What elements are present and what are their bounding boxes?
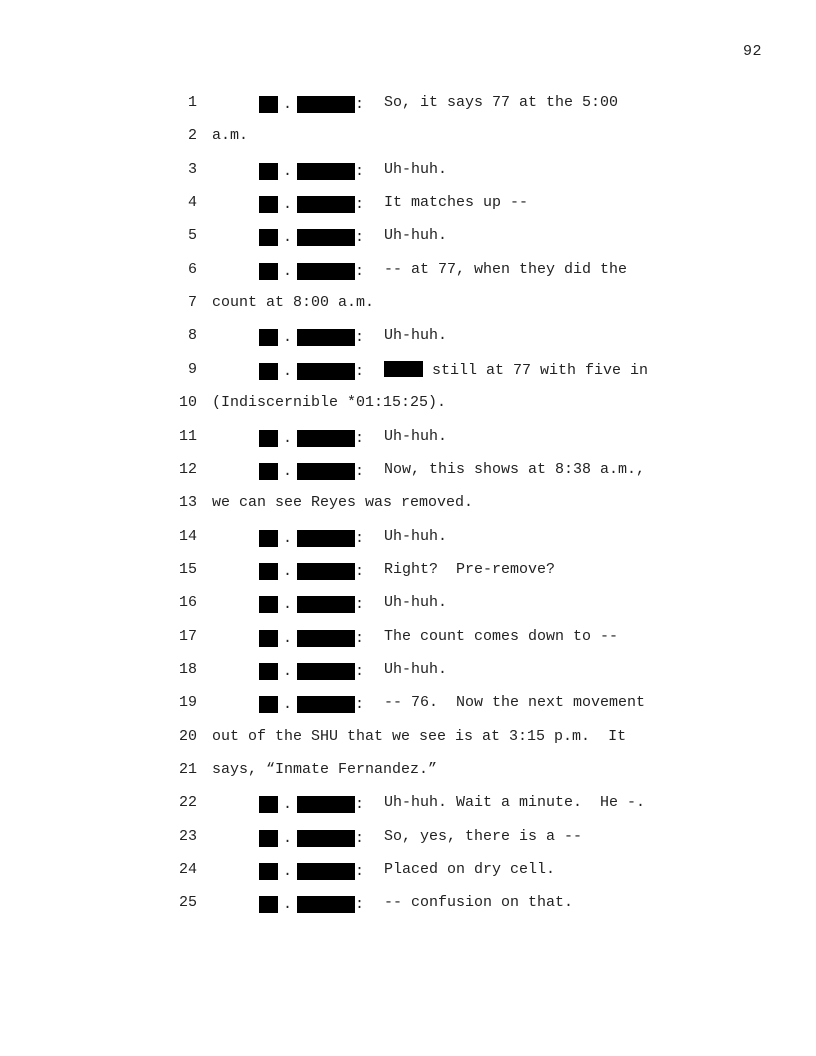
speaker-colon: :	[355, 162, 365, 180]
transcript-line	[0, 394, 816, 414]
redaction-block	[259, 696, 278, 713]
speaker-colon: :	[355, 362, 365, 380]
speaker-label-redacted	[259, 461, 364, 481]
speaker-colon: :	[355, 228, 365, 246]
line-number: 1	[187, 94, 197, 111]
transcript-line	[0, 127, 816, 147]
line-number: 23	[178, 828, 197, 845]
redaction-block	[297, 830, 355, 847]
transcript-line	[0, 327, 816, 347]
redaction-block	[259, 530, 278, 547]
speaker-label-redacted	[259, 428, 364, 448]
redaction-block	[297, 229, 355, 246]
speaker-label-redacted	[259, 161, 364, 181]
redaction-block	[259, 896, 278, 913]
redaction-block	[297, 696, 355, 713]
line-number: 25	[178, 894, 197, 911]
speaker-label-redacted	[259, 828, 364, 848]
redaction-block	[259, 263, 278, 280]
line-number: 12	[178, 461, 197, 478]
redaction-block	[297, 530, 355, 547]
redaction-block	[297, 563, 355, 580]
transcript-line	[0, 461, 816, 481]
speech-text: Uh-huh.	[384, 661, 448, 678]
speaker-label-redacted	[259, 194, 364, 214]
redaction-block	[259, 163, 278, 180]
speaker-label-redacted	[259, 94, 364, 114]
speaker-label-redacted	[259, 628, 364, 648]
speech-text: Uh-huh.	[384, 327, 448, 344]
line-number: 13	[178, 494, 197, 511]
speaker-title-period: .	[282, 462, 292, 480]
speech-text: It matches up --	[384, 194, 529, 211]
continuation-text: (Indiscernible *01:15:25).	[212, 394, 447, 411]
redaction-block	[297, 196, 355, 213]
speech-text: Right? Pre-remove?	[384, 561, 556, 578]
redaction-block	[259, 796, 278, 813]
speaker-label-redacted	[259, 528, 364, 548]
speaker-label-redacted	[259, 327, 364, 347]
speaker-title-period: .	[282, 95, 292, 113]
redaction-block	[297, 796, 355, 813]
speaker-label-redacted	[259, 361, 364, 381]
redaction-block	[259, 663, 278, 680]
redaction-block	[259, 430, 278, 447]
redaction-block	[259, 329, 278, 346]
speaker-colon: :	[355, 529, 365, 547]
transcript-line	[0, 361, 816, 381]
line-number: 19	[178, 694, 197, 711]
redaction-block	[297, 663, 355, 680]
speaker-colon: :	[355, 862, 365, 880]
speaker-title-period: .	[282, 895, 292, 913]
transcript-line	[0, 694, 816, 714]
redaction-block	[297, 363, 355, 380]
speaker-title-period: .	[282, 562, 292, 580]
continuation-text: says, “Inmate Fernandez.”	[212, 761, 438, 778]
line-number: 2	[187, 127, 197, 144]
redaction-block	[259, 563, 278, 580]
page-number: 92	[742, 43, 762, 60]
transcript-line	[0, 828, 816, 848]
speech-text: Placed on dry cell.	[384, 861, 556, 878]
speaker-title-period: .	[282, 228, 292, 246]
continuation-text: we can see Reyes was removed.	[212, 494, 474, 511]
redaction-block	[259, 463, 278, 480]
redaction-block	[259, 96, 278, 113]
speech-text: So, it says 77 at the 5:00	[384, 94, 619, 111]
redaction-block	[384, 361, 423, 377]
transcript-line	[0, 594, 816, 614]
speaker-title-period: .	[282, 862, 292, 880]
speaker-title-period: .	[282, 629, 292, 647]
speaker-colon: :	[355, 562, 365, 580]
transcript-line	[0, 561, 816, 581]
transcript-line	[0, 661, 816, 681]
speaker-colon: :	[355, 629, 365, 647]
redaction-block	[297, 630, 355, 647]
speech-text: Uh-huh. Wait a minute. He -.	[384, 794, 646, 811]
speech-text-fragment: still at 77 with five in	[432, 362, 649, 379]
speaker-colon: :	[355, 328, 365, 346]
transcript-line	[0, 161, 816, 181]
transcript-line	[0, 794, 816, 814]
redaction-block	[297, 896, 355, 913]
transcript-line	[0, 227, 816, 247]
transcript-line	[0, 94, 816, 114]
transcript-line	[0, 428, 816, 448]
transcript-line	[0, 728, 816, 748]
speaker-label-redacted	[259, 794, 364, 814]
speaker-label-redacted	[259, 261, 364, 281]
redaction-block	[259, 830, 278, 847]
speaker-colon: :	[355, 695, 365, 713]
speech-text: Uh-huh.	[384, 594, 448, 611]
transcript-line	[0, 761, 816, 781]
line-number: 18	[178, 661, 197, 678]
line-number: 10	[178, 394, 197, 411]
speech-text: The count comes down to --	[384, 628, 619, 645]
speaker-title-period: .	[282, 429, 292, 447]
speaker-colon: :	[355, 195, 365, 213]
speaker-colon: :	[355, 595, 365, 613]
line-number: 6	[187, 261, 197, 278]
speaker-title-period: .	[282, 662, 292, 680]
speaker-label-redacted	[259, 561, 364, 581]
redaction-block	[297, 329, 355, 346]
transcript-line	[0, 294, 816, 314]
redaction-block	[259, 863, 278, 880]
line-number: 7	[187, 294, 197, 311]
transcript-line	[0, 194, 816, 214]
line-number: 8	[187, 327, 197, 344]
speaker-colon: :	[355, 429, 365, 447]
line-number: 17	[178, 628, 197, 645]
redaction-block	[297, 263, 355, 280]
speech-text: -- 76. Now the next movement	[384, 694, 646, 711]
line-number: 3	[187, 161, 197, 178]
speech-text: Uh-huh.	[384, 227, 448, 244]
transcript-line	[0, 494, 816, 514]
speaker-colon: :	[355, 895, 365, 913]
speaker-title-period: .	[282, 262, 292, 280]
speaker-title-period: .	[282, 795, 292, 813]
transcript-line	[0, 628, 816, 648]
line-number: 14	[178, 528, 197, 545]
speaker-colon: :	[355, 95, 365, 113]
speaker-title-period: .	[282, 195, 292, 213]
line-number: 4	[187, 194, 197, 211]
redaction-block	[259, 196, 278, 213]
speaker-title-period: .	[282, 829, 292, 847]
transcript-line	[0, 861, 816, 881]
speaker-title-period: .	[282, 328, 292, 346]
continuation-text: out of the SHU that we see is at 3:15 p.m. It	[212, 728, 627, 745]
speaker-label-redacted	[259, 227, 364, 247]
speech-text: -- confusion on that.	[384, 894, 574, 911]
speech-text: Uh-huh.	[384, 528, 448, 545]
line-number: 15	[178, 561, 197, 578]
redaction-block	[297, 163, 355, 180]
speech-text	[384, 361, 648, 379]
redaction-block	[297, 430, 355, 447]
speech-text: Uh-huh.	[384, 428, 448, 445]
speaker-colon: :	[355, 795, 365, 813]
speech-text: So, yes, there is a --	[384, 828, 583, 845]
redaction-block	[297, 596, 355, 613]
speaker-label-redacted	[259, 861, 364, 881]
speaker-colon: :	[355, 829, 365, 847]
redaction-block	[259, 363, 278, 380]
line-number: 11	[178, 428, 197, 445]
speaker-title-period: .	[282, 162, 292, 180]
line-number: 16	[178, 594, 197, 611]
speaker-colon: :	[355, 462, 365, 480]
line-number: 9	[187, 361, 197, 378]
line-number: 22	[178, 794, 197, 811]
line-number: 24	[178, 861, 197, 878]
redaction-block	[297, 463, 355, 480]
transcript-line	[0, 528, 816, 548]
redaction-block	[297, 96, 355, 113]
redaction-block	[297, 863, 355, 880]
transcript-line	[0, 894, 816, 914]
speaker-title-period: .	[282, 595, 292, 613]
continuation-text: count at 8:00 a.m.	[212, 294, 375, 311]
speech-text: Uh-huh.	[384, 161, 448, 178]
redaction-block	[259, 630, 278, 647]
speaker-colon: :	[355, 262, 365, 280]
speaker-label-redacted	[259, 694, 364, 714]
redaction-block	[259, 229, 278, 246]
speech-text: Now, this shows at 8:38 a.m.,	[384, 461, 646, 478]
speaker-title-period: .	[282, 529, 292, 547]
speaker-title-period: .	[282, 362, 292, 380]
speaker-label-redacted	[259, 894, 364, 914]
continuation-text: a.m.	[212, 127, 249, 144]
transcript-line	[0, 261, 816, 281]
speaker-label-redacted	[259, 594, 364, 614]
line-number: 5	[187, 227, 197, 244]
line-number: 20	[178, 728, 197, 745]
line-number: 21	[178, 761, 197, 778]
speaker-label-redacted	[259, 661, 364, 681]
speaker-title-period: .	[282, 695, 292, 713]
speaker-colon: :	[355, 662, 365, 680]
redaction-block	[259, 596, 278, 613]
speech-text: -- at 77, when they did the	[384, 261, 628, 278]
